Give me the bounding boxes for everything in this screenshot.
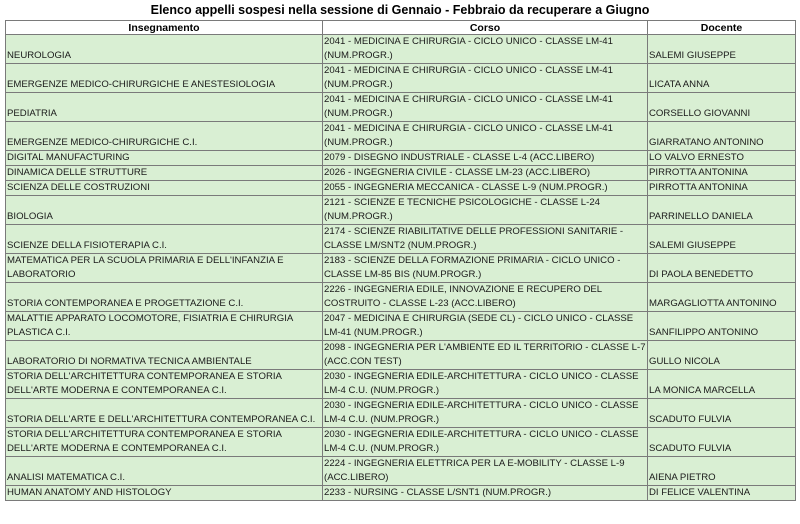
cell-docente: SALEMI GIUSEPPE <box>648 225 796 254</box>
cell-insegnamento: ANALISI MATEMATICA C.I. <box>6 457 323 486</box>
cell-insegnamento: DIGITAL MANUFACTURING <box>6 151 323 166</box>
cell-corso: 2098 - INGEGNERIA PER L'AMBIENTE ED IL TERRITORIO - CLASSE L-7 (ACC.CON TEST) <box>323 341 648 370</box>
cell-docente: GULLO NICOLA <box>648 341 796 370</box>
table-row <box>6 225 796 254</box>
cell-docente: CORSELLO GIOVANNI <box>648 93 796 122</box>
cell-insegnamento: BIOLOGIA <box>6 196 323 225</box>
cell-insegnamento: STORIA DELL'ARTE E DELL'ARCHITETTURA CONTEMPORANEA C.I. <box>6 399 323 428</box>
table-row <box>6 399 796 428</box>
cell-docente: AIENA PIETRO <box>648 457 796 486</box>
cell-corso: 2233 - NURSING - CLASSE L/SNT1 (NUM.PROGR.) <box>323 486 648 501</box>
cell-corso: 2079 - DISEGNO INDUSTRIALE - CLASSE L-4 (ACC.LIBERO) <box>323 151 648 166</box>
cell-insegnamento: MATEMATICA PER LA SCUOLA PRIMARIA E DELL'INFANZIA E LABORATORIO <box>6 254 323 283</box>
table-row <box>6 35 796 64</box>
table-row <box>6 312 796 341</box>
cell-corso: 2121 - SCIENZE E TECNICHE PSICOLOGICHE - CLASSE L-24 (NUM.PROGR.) <box>323 196 648 225</box>
cell-docente: DI FELICE VALENTINA <box>648 486 796 501</box>
table-row <box>6 457 796 486</box>
column-header-insegnamento: Insegnamento <box>6 21 323 35</box>
cell-corso: 2224 - INGEGNERIA ELETTRICA PER LA E-MOBILITY - CLASSE L-9 (ACC.LIBERO) <box>323 457 648 486</box>
cell-docente: SCADUTO FULVIA <box>648 399 796 428</box>
page-title: Elenco appelli sospesi nella sessione di Gennaio - Febbraio da recuperare a Giugno <box>150 3 650 17</box>
cell-corso: 2026 - INGEGNERIA CIVILE - CLASSE LM-23 (ACC.LIBERO) <box>323 166 648 181</box>
cell-insegnamento: SCIENZA DELLE COSTRUZIONI <box>6 181 323 196</box>
cell-docente: MARGAGLIOTTA ANTONINO <box>648 283 796 312</box>
cell-corso: 2041 - MEDICINA E CHIRURGIA - CICLO UNICO - CLASSE LM-41 (NUM.PROGR.) <box>323 64 648 93</box>
cell-docente: GIARRATANO ANTONINO <box>648 122 796 151</box>
cell-insegnamento: NEUROLOGIA <box>6 35 323 64</box>
table-row <box>6 254 796 283</box>
table-row <box>6 151 796 166</box>
column-header-docente: Docente <box>648 21 796 35</box>
header-row <box>6 21 796 35</box>
cell-docente: SANFILIPPO ANTONINO <box>648 312 796 341</box>
cell-corso: 2041 - MEDICINA E CHIRURGIA - CICLO UNICO - CLASSE LM-41 (NUM.PROGR.) <box>323 93 648 122</box>
table-row <box>6 486 796 501</box>
cell-docente: SALEMI GIUSEPPE <box>648 35 796 64</box>
cell-docente: SCADUTO FULVIA <box>648 428 796 457</box>
cell-corso: 2226 - INGEGNERIA EDILE, INNOVAZIONE E RECUPERO DEL COSTRUITO - CLASSE L-23 (ACC.LIBERO) <box>323 283 648 312</box>
cell-corso: 2183 - SCIENZE DELLA FORMAZIONE PRIMARIA - CICLO UNICO - CLASSE LM-85 BIS (NUM.PROGR.) <box>323 254 648 283</box>
cell-insegnamento: LABORATORIO DI NORMATIVA TECNICA AMBIENTALE <box>6 341 323 370</box>
table-row <box>6 196 796 225</box>
cell-corso: 2174 - SCIENZE RIABILITATIVE DELLE PROFESSIONI SANITARIE - CLASSE LM/SNT2 (NUM.PROGR.) <box>323 225 648 254</box>
table-row <box>6 93 796 122</box>
cell-docente: PIRROTTA ANTONINA <box>648 181 796 196</box>
cell-corso: 2041 - MEDICINA E CHIRURGIA - CICLO UNICO - CLASSE LM-41 (NUM.PROGR.) <box>323 35 648 64</box>
cell-corso: 2047 - MEDICINA E CHIRURGIA (SEDE CL) - CICLO UNICO - CLASSE LM-41 (NUM.PROGR.) <box>323 312 648 341</box>
cell-insegnamento: STORIA CONTEMPORANEA E PROGETTAZIONE C.I. <box>6 283 323 312</box>
cell-corso: 2041 - MEDICINA E CHIRURGIA - CICLO UNICO - CLASSE LM-41 (NUM.PROGR.) <box>323 122 648 151</box>
cell-insegnamento: EMERGENZE MEDICO-CHIRURGICHE E ANESTESIOLOGIA <box>6 64 323 93</box>
table-row <box>6 283 796 312</box>
cell-insegnamento: MALATTIE APPARATO LOCOMOTORE, FISIATRIA E CHIRURGIA PLASTICA C.I. <box>6 312 323 341</box>
table-row <box>6 122 796 151</box>
cell-docente: PARRINELLO DANIELA <box>648 196 796 225</box>
table-row <box>6 64 796 93</box>
cell-insegnamento: HUMAN ANATOMY AND HISTOLOGY <box>6 486 323 501</box>
cell-insegnamento: EMERGENZE MEDICO-CHIRURGICHE C.I. <box>6 122 323 151</box>
table-row <box>6 370 796 399</box>
cell-docente: LO VALVO ERNESTO <box>648 151 796 166</box>
cell-docente: PIRROTTA ANTONINA <box>648 166 796 181</box>
cell-corso: 2030 - INGEGNERIA EDILE-ARCHITETTURA - CICLO UNICO - CLASSE LM-4 C.U. (NUM.PROGR.) <box>323 370 648 399</box>
cell-insegnamento: DINAMICA DELLE STRUTTURE <box>6 166 323 181</box>
cell-corso: 2055 - INGEGNERIA MECCANICA - CLASSE L-9 (NUM.PROGR.) <box>323 181 648 196</box>
table-row <box>6 341 796 370</box>
cell-insegnamento: PEDIATRIA <box>6 93 323 122</box>
cell-insegnamento: STORIA DELL'ARCHITETTURA CONTEMPORANEA E STORIA DELL'ARTE MODERNA E CONTEMPORANEA C.I. <box>6 370 323 399</box>
cell-docente: DI PAOLA BENEDETTO <box>648 254 796 283</box>
cell-docente: LICATA ANNA <box>648 64 796 93</box>
appelli-table <box>5 20 796 501</box>
table-row <box>6 181 796 196</box>
table-row <box>6 428 796 457</box>
table-row <box>6 166 796 181</box>
cell-insegnamento: STORIA DELL'ARCHITETTURA CONTEMPORANEA E STORIA DELL'ARTE MODERNA E CONTEMPORANEA C.I. <box>6 428 323 457</box>
cell-corso: 2030 - INGEGNERIA EDILE-ARCHITETTURA - CICLO UNICO - CLASSE LM-4 C.U. (NUM.PROGR.) <box>323 428 648 457</box>
cell-insegnamento: SCIENZE DELLA FISIOTERAPIA C.I. <box>6 225 323 254</box>
cell-corso: 2030 - INGEGNERIA EDILE-ARCHITETTURA - CICLO UNICO - CLASSE LM-4 C.U. (NUM.PROGR.) <box>323 399 648 428</box>
column-header-corso: Corso <box>323 21 648 35</box>
cell-docente: LA MONICA MARCELLA <box>648 370 796 399</box>
